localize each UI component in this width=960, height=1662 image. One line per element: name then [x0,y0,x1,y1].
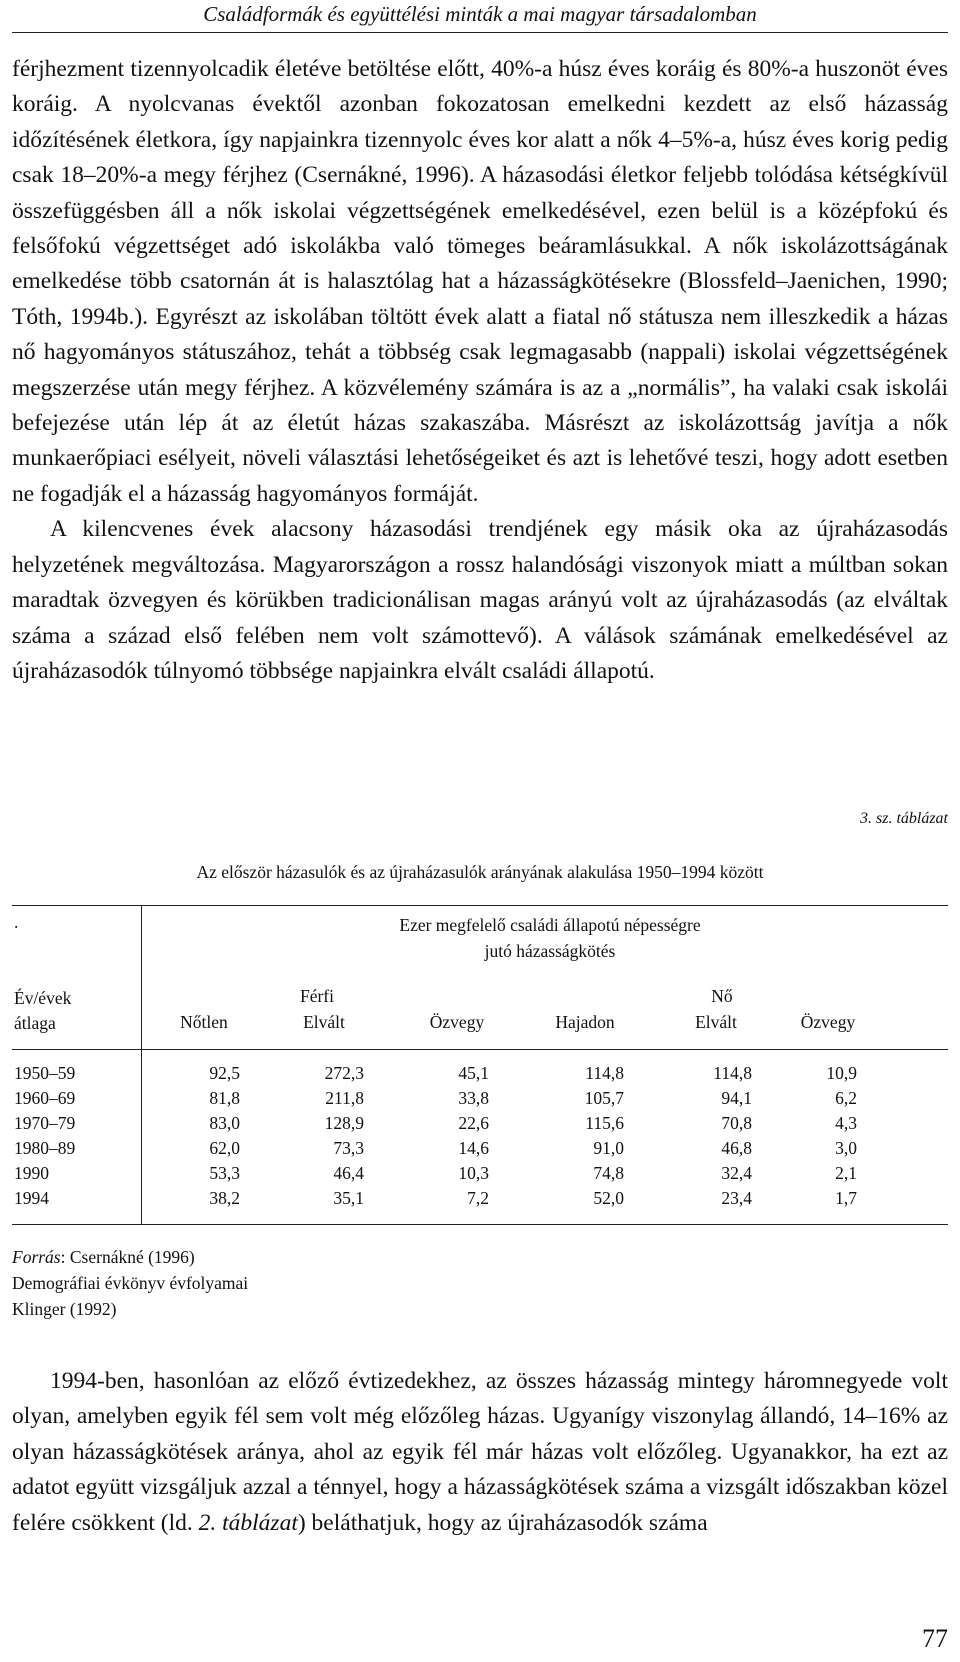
table-cell: 128,9 [324,1113,364,1133]
table-cell: 10,3 [458,1163,489,1183]
group-header-no: Nő [711,986,733,1006]
table-cell: 46,4 [333,1163,364,1183]
table-caption: Az először házasulók és az újraházasulók arányának alakulása 1950–1994 között [196,862,764,882]
source-line-1-text: : Csernákné (1996) [60,1247,195,1267]
table-number: 3. sz. táblázat [859,810,948,827]
table-cell: 70,8 [721,1113,752,1133]
row-period: 1994 [14,1188,49,1208]
running-title: Családformák és együttélési minták a mai magyar társadalomban [203,2,757,26]
table-cell: 94,1 [721,1088,752,1108]
table-cell: 4,3 [835,1113,857,1133]
span-header-line-2: jutó házasságkötés [484,941,616,961]
table-reference: 2. táblázat [198,1509,298,1536]
table-cell: 92,5 [209,1063,240,1083]
column-header: Hajadon [555,1012,615,1032]
row-header-label [14,986,124,1036]
table-cell: 52,0 [593,1188,624,1208]
paragraph-3-part-1: 1994-ben, hasonlóan az előző évtizedekhez, az összes házasság mintegy háromnegyede volt olyan, amelyben egyik fél sem volt még előzőleg házas. Ugyanígy viszonylag állandó, 14–16% az olyan házasságkötések aránya, ahol az egyik fél már házas volt előzőleg. Ugyanakkor, ha ezt az adatot együtt vizsgáljuk azzal a ténnyel, hogy a házasságkötések száma a vizsgált időszakban közel felére csökkent (ld. [12,1368,948,1536]
table-cell: 272,3 [324,1063,364,1083]
column-header: Özvegy [429,1012,485,1032]
table-cell: 115,6 [585,1113,624,1133]
table-cell: 6,2 [835,1088,857,1108]
row-period: 1950–59 [14,1063,76,1083]
table-cell: 114,8 [713,1063,752,1083]
source-line-1 [12,1244,248,1270]
column-header: Özvegy [800,1012,856,1032]
table-cell: 81,8 [209,1088,240,1108]
table-cell: 23,4 [721,1188,752,1208]
table-cell: 105,7 [584,1088,624,1108]
table-cell: 83,0 [209,1113,240,1133]
paragraph-3-part-2: ) beláthatjuk, hogy az újraházasodók száma [297,1509,708,1536]
body-text-top [12,52,948,689]
group-header-ferfi: Férfi [299,986,335,1006]
table-cell: 62,0 [209,1138,240,1158]
source-block [12,1244,248,1322]
corner-mark: . [14,912,19,932]
source-label: Forrás [12,1247,61,1267]
table-cell: 46,8 [721,1138,752,1158]
table-cell: 33,8 [458,1088,489,1108]
table-cell: 74,8 [593,1163,624,1183]
table-cell: 14,6 [458,1138,489,1158]
table-cell: 7,2 [467,1188,489,1208]
table-cell: 53,3 [209,1163,240,1183]
span-header [152,912,948,964]
table-cell: 73,3 [333,1138,364,1158]
table-cell: 114,8 [585,1063,624,1083]
table-header-rule [12,1049,948,1050]
paragraph-1: férjhezment tizennyolcadik életéve betöltése előtt, 40%-a húsz éves koráig és 80%-a huszonöt éves koráig. A nyolcvanas évektől azonban fokozatosan emelkedni kezdett az első házasság időzítésének életkora, így napjainkra tizennyolc éves kor alatt a nők 4–5%-a, húsz éves korig pedig csak 18–20%-a megy férjhez (Csernákné, 1996). A házasodási életkor feljebb tolódása kétségkívül összefüggésben áll a nők iskolai végzettségének emelkedésével, ezen belül is a középfokú és felsőfokú végzettséget adó iskolákba való tömeges beáramlásukkal. A nők iskolázottságának emelkedése több csatornán át is halasztólag hat a házasságkötésekre (Blossfeld–Jaenichen, 1990; Tóth, 1994b.). Egyrészt az iskolában töltött évek alatt a fiatal nő státusza nem illeszkedik a házas nő hagyományos státuszához, tehát a többség csak legmagasabb (nappali) iskolai végzettségének megszerzése után megy férjhez. A közvélemény számára is az a „normális”, ha valaki csak iskolái befejezése után lép át az életút házas szakaszába. Másrészt az iskolázottság javítja a nők munkaerőpiaci esélyeit, növeli választási lehetőségeiket és azt is lehetővé teszi, hogy adott esetben ne fogadják el a házasság hagyományos formáját. [12,56,948,507]
table-cell: 2,1 [835,1163,857,1183]
row-period: 1980–89 [14,1138,76,1158]
column-header: Elvált [695,1012,737,1032]
marriage-rates-table [12,905,948,1225]
row-header-label-line-2: átlaga [14,1013,56,1033]
table-cell: 22,6 [458,1113,489,1133]
table-vertical-rule [141,906,142,1224]
row-period: 1970–79 [14,1113,76,1133]
row-period: 1990 [14,1163,49,1183]
column-header: Elvált [303,1012,345,1032]
source-line-3: Klinger (1992) [12,1299,117,1319]
table-cell: 35,1 [333,1188,364,1208]
column-header: Nőtlen [180,1012,228,1032]
span-header-line-1: Ezer megfelelő családi állapotú népességre [399,915,701,935]
row-period: 1960–69 [14,1088,76,1108]
table-cell: 32,4 [721,1163,752,1183]
row-header-label-line-1: Év/évek [14,988,72,1008]
paragraph-3 [12,1364,948,1541]
table-cell: 211,8 [325,1088,364,1108]
running-header [12,0,948,33]
table-cell: 45,1 [458,1063,489,1083]
page-number: 77 [922,1624,948,1653]
table-cell: 91,0 [593,1138,624,1158]
table-cell: 38,2 [209,1188,240,1208]
source-line-2: Demográfiai évkönyv évfolyamai [12,1273,249,1293]
paragraph-2: A kilencvenes évek alacsony házasodási trendjének egy másik oka az újraházasodás helyzetének megváltozása. Magyarországon a rossz halandósági viszonyok miatt a múltban sokan maradtak özvegyen és körükben tradicionálisan magas arányú volt az újraházasodás (az elváltak száma a század első felében nem volt számottevő). A válások számának emelkedésével az újraházasodók túlnyomó többsége napjainkra elvált családi állapotú. [12,516,948,684]
table-cell: 10,9 [826,1063,857,1083]
table-cell: 3,0 [835,1138,857,1158]
table-cell: 1,7 [835,1188,857,1208]
body-text-bottom [12,1364,948,1541]
